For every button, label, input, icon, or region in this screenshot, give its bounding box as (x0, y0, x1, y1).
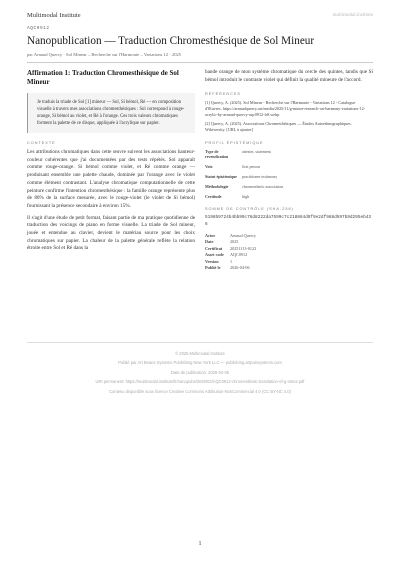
checksum-heading: SOMME DE CONTRÔLE (SHA-256) (205, 207, 294, 212)
context-paragraph-2: Il s'agit d'une étude de petit format, faisant partie de ma pratique quotidienne de traduction des voicings de piano en forme visuelle. La triade de Sol mineur, jouée et entendue au clavier, devient le matériau source pour les choix chromatiques sur papier. La chaleur de la palette générale reflète la relation étroite entre Sol et Ré dans la (27, 214, 195, 252)
brand-domain: multimodal.institute (332, 13, 373, 18)
reference-item[interactable]: [1] Quercy, A. (2025). Sol Mineur - Recherche sur l'Harmonie - Variations 12 - Catalogue d'Œuvres. https://arnaudquercy.art/media/2025/11/g-minor-research-on-harmony-variations-12-acrylic-by-arnaud-quercy-aqc0912-lr8.webp (205, 100, 366, 118)
metadata-key: Certificat (205, 245, 223, 251)
metadata-value: AQC0912 (230, 252, 248, 258)
metadata-value: 20251113-0122 (230, 245, 257, 251)
footer-publisher[interactable]: Publié par Art Beans Systems Publishing New York LLC — publishing.artpainsystems.com (118, 360, 282, 365)
metadata-key: Publié le (205, 264, 221, 270)
header-divider (27, 62, 373, 63)
context-heading: CONTEXTE (27, 141, 56, 145)
footer-license: Contenu disponible sous licence Creative Commons Attribution-NonCommercial 4.0 (CC BY-NC 4.0) (109, 388, 291, 394)
profile-key: Méthodologie (205, 184, 229, 190)
epistemic-profile-heading: PROFIL ÉPISTÉMIQUE (205, 141, 264, 146)
context-paragraph-continued: bande orange de mon système chromatique du cercle des quintes, tandis que Si bémol introduit le contraste violet qui définit la qualité mineure de l'accord. (205, 69, 373, 83)
metadata-key: Asset code (205, 252, 224, 258)
left-column (27, 69, 195, 253)
right-column (205, 69, 373, 270)
profile-value: first person (242, 164, 261, 170)
footer-copyright: © 2026 Multimodal Institute (175, 350, 225, 356)
metadata-key: Version (205, 258, 219, 264)
metadata-table (205, 233, 373, 270)
profile-value: practitioner testimony (242, 174, 278, 180)
checksum-value: 5198b9724b4bb99c76d8222da7599c7c218864d9f9e2df988d597b9d295eb436 (205, 215, 371, 227)
profile-key: Statut épistémique (205, 174, 237, 180)
profile-key: Voix (205, 164, 213, 170)
profile-value: chromesthetic association (242, 184, 284, 190)
profile-value: attester, statement (242, 149, 271, 155)
epistemic-profile-table (205, 149, 373, 199)
metadata-key: Actor (205, 233, 216, 238)
metadata-value: 2025 (230, 239, 239, 245)
footer (27, 347, 373, 395)
references-heading: RÉFÉRENCES (205, 92, 241, 97)
brand-name: Multimodal Institute (27, 12, 81, 19)
profile-key: Certitude (205, 194, 222, 200)
footer-publication-date: Date de publication: 2026-04-05 (170, 369, 230, 375)
metadata-key: Date (205, 239, 214, 245)
metadata-value: Arnaud Quercy (230, 233, 256, 238)
context-paragraph-1: Les attributions chromatiques dans cette œuvre suivent les associations hauteur-couleur cohérentes que j'ai documentées par des tests répétés. Sol apparaît comme rouge-orange. Si bémol comme violet, et Ré comme orange — produisant ensemble une palette chaude, dominée par l'orange avec le violet comme élément contrastant. L'analyse chromatique computationnelle de cette peinture confirme l'intention chromesthésique : la famille orange représente plus de 80% de la surface mesurée, avec le rouge-violet (le violet de Si bémol) fournissant la présence secondaire à environ 15%. (27, 149, 195, 209)
reference-item[interactable]: [2] Quercy, A. (2025). Associations Chromesthésiques — Études Autoethnographiques. Wikiversity. [URL à ajouter] (205, 121, 352, 133)
affirmation-quote-box: Je traduis la triade de Sol [1] mineur — Sol, Si bémol, Ré — en composition visuelle à travers mes associations chromesthésiques : Sol correspond à rouge-orange, Si bémol au violet, et Ré à l'orange. Ces trois valeurs chromatiques forment la palette de ce disque, appliquée à l'acrylique sur papier. (27, 93, 195, 133)
document-id: AQC0912 (27, 26, 50, 31)
top-bar (27, 12, 373, 22)
page-title: Nanopublication — Traduction Chromesthésique de Sol Mineur (27, 35, 315, 47)
footer-permanent-uri[interactable]: URI permanent: https://multimodal.institute/fr/nanopubs/2025/02/AQC0912-chromesthetic-translation-of-g-minor.pdf (95, 379, 305, 384)
references-list (205, 100, 373, 133)
metadata-value: 1 (230, 258, 233, 264)
affirmation-title: Affirmation 1: Traduction Chromesthésique de Sol Mineur (27, 69, 179, 86)
metadata-value: 2026-04-06 (230, 264, 250, 270)
profile-key: Type de revendication (205, 149, 229, 160)
profile-value: high (242, 194, 250, 200)
page-number: 1 (198, 541, 202, 547)
byline: par Arnaud Quercy · Sol Mineur – Recherche sur l'Harmonie – Variations 12 · 2025 (27, 52, 182, 57)
footer-divider (27, 342, 373, 343)
